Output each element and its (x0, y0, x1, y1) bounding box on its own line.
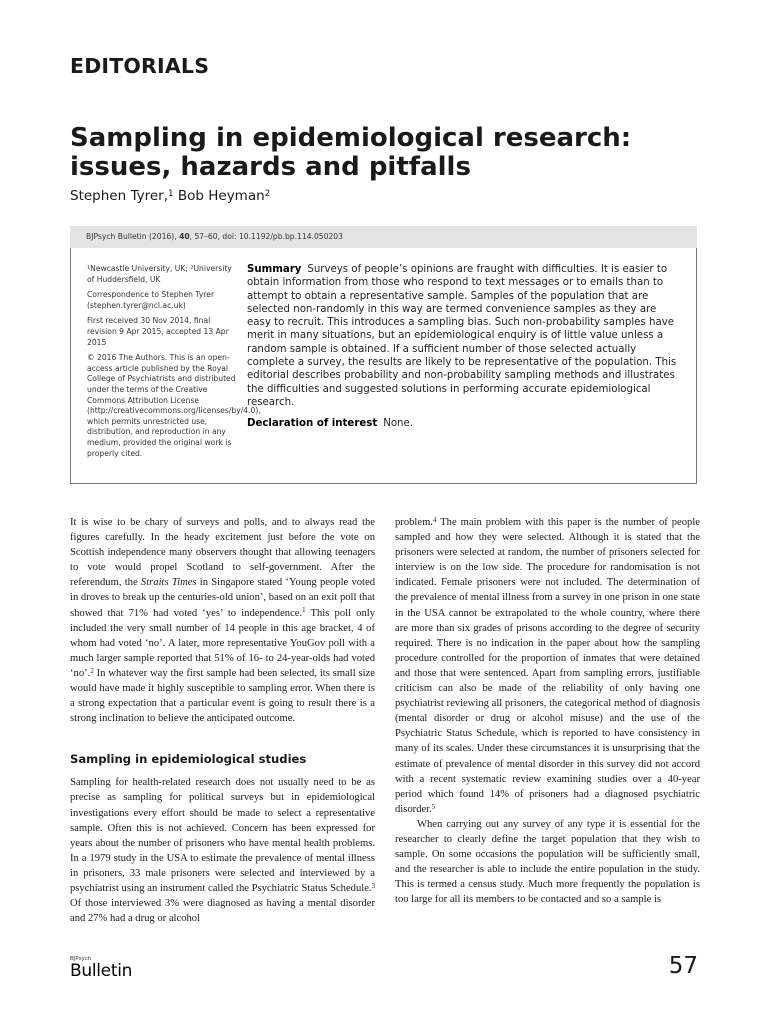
newspaper-name: Straits Times (140, 577, 197, 589)
journal-logo (70, 956, 132, 980)
declaration-text: None. (383, 418, 414, 430)
body-column-right (395, 515, 700, 907)
reference-marker[interactable]: 5 (431, 803, 436, 811)
text-run: The main problem with this paper is the number of people sampled and how they were selected. Although it is stated that the prisoners were selected at random, the number of prisoners selected for interview is on the low side. The procedure for randomisation is not indicated. Female prisoners were not included. The determination of the prevalence of mental illness from a survey in one prison in one state in the USA cannot be extrapolated to the whole country, where there are more than six grades of prisons according to the degree of security required. There is no indication in the paper about how the sampling procedure controlled for the proportion of inmates that were detained and those that were sentenced. Apart from sampling errors, justifiable criticism can also be made of the reliability of only having one psychiatrist reviewing all prisoners, the categorical method of diagnosis (mental disorder or drug or alcohol misuse) and the use of the Psychiatric Status Schedule, which is reported to have consistency in many of its scales. Under these circumstances it is unsurprising that the estimate of prevalence of mental disorder in this survey did not accord with a recent systematic review examining studies over a 40-year period which found 14% of prisoners had a diagnosed psychiatric disorder. (395, 517, 700, 815)
summary-label: Summary (247, 264, 302, 275)
abstract-box (70, 248, 697, 484)
summary-paragraph (247, 263, 683, 409)
affiliation-marker: 2 (190, 264, 194, 271)
body-column-left (70, 515, 375, 926)
text-run: in Singapore stated ‘Young people voted in droves to break up the centuries-old union’, based on an exit poll that showed that 71% had voted ‘yes’ to independence. (70, 577, 375, 619)
reference-marker[interactable]: 3 (371, 882, 375, 890)
author-affiliation-marker: 1 (167, 189, 174, 200)
text-run: It is wise to be chary of surveys and polls, and to always read the figures carefully. In the heady excitement just before the vote on Scottish independence many observers thought that allowing teenagers to vote would propel Scotland to self-government. After the referendum, the (70, 517, 375, 589)
reference-marker[interactable]: 4 (432, 516, 437, 524)
text-run: problem. (395, 517, 433, 528)
body-paragraph (395, 515, 700, 817)
license-notice: © 2016 The Authors. This is an open-access article published by the Royal College of Psychiatrists and distributed under the terms of the Creative Commons Attribution License (http://creativecommons.org/licenses/by/4.0), which permits unrestricted use, distribution, and reproduction in any medium, provided the original work is properly cited. (87, 353, 261, 458)
author-name: Stephen Tyrer, (70, 188, 168, 204)
citation-bar (70, 226, 697, 248)
reference-marker[interactable]: 2 (90, 667, 94, 675)
body-paragraph: When carrying out any survey of any type it is essential for the researcher to clearly define the target population that they wish to sample. On some occasions the population will be sufficiently small, and the researcher is able to include the entire population in the study. This is termed a census study. Much more frequently the population is too large for all its members to be contacted and so a sample is (395, 818, 700, 906)
citation-volume: 40 (179, 232, 190, 241)
declaration-label: Declaration of interest (247, 418, 378, 430)
correspondence: Correspondence to Stephen Tyrer (stephen.tyrer@ncl.ac.uk) (87, 290, 215, 310)
text-run: Sampling for health-related research does not usually need to be as precise as sampling for political surveys but in epidemiological investigations every effort should be made to select a representative sample. Often this is not achieved. Concern has been expressed for years about the number of prisoners who have mental health problems. In a 1979 study in the USA to estimate the prevalence of mental illness in prisoners, 33 male prisoners were selected and interviewed by a psychiatrist using an instrument called the Psychiatric Status Schedule. (70, 777, 375, 894)
article-sidenotes (87, 264, 261, 464)
article-title: Sampling in epidemiological research: issues, hazards and pitfalls (70, 123, 632, 182)
author-name: Bob Heyman (173, 188, 265, 204)
reference-marker[interactable]: 1 (302, 607, 306, 615)
affiliations (87, 264, 241, 285)
affiliation-text: Newcastle University, UK; (90, 264, 191, 273)
page-number: 57 (668, 953, 698, 979)
citation-journal: BJPsych Bulletin (2016), (86, 232, 180, 241)
declaration-of-interest (247, 417, 683, 430)
author-list (70, 188, 270, 204)
received-dates: First received 30 Nov 2014, final revision 9 Apr 2015, accepted 13 Apr 2015 (87, 316, 229, 347)
affiliation-text: University of Huddersfield, UK (87, 264, 232, 284)
affiliation-marker: 1 (87, 264, 91, 271)
text-run: This poll only included the very small number of 14 people in this age bracket, 4 of whom had voted ‘no’. A later, more representative YouGov poll with a much larger sample reported that 51% of 16- to 24-year-olds had voted ‘no’. (70, 607, 375, 679)
body-paragraph (70, 775, 375, 926)
text-run: Of those interviewed 3% were diagnosed as having a mental disorder and 27% had a drug or alcohol (70, 898, 375, 925)
body-paragraph (70, 515, 375, 726)
section-label: EDITORIALS (70, 54, 210, 78)
section-heading: Sampling in epidemiological studies (70, 752, 307, 767)
text-run: In whatever way the first sample had been selected, its small size would have made it highly susceptible to sampling error. When there is a strong expectation that a particular event is going to result there is a strong inclination to believe the anticipated outcome. (70, 667, 375, 725)
summary (247, 263, 683, 431)
summary-text: Surveys of people’s opinions are fraught with difficulties. It is easier to obtain information from those who respond to text messages or to emails than to attempt to obtain a representative sample. Samples of the population that are selected non-randomly in this way are termed convenience samples as they are easy to recruit. This introduces a sampling bias. Such non-probability samples have merit in many situations, but an epidemiological enquiry is of little value unless a random sample is obtained. If a sufficient number of those selected actually complete a survey, the results are likely to be representative of the population. This editorial describes probability and non-probability sampling methods and illustrates the difficulties and suggested solutions in performing accurate epidemiological research. (247, 264, 677, 408)
logo-small-text: BJPsych (70, 956, 92, 962)
citation-pages-doi: , 57–60, doi: 10.1192/pb.bp.114.050203 (189, 232, 343, 241)
logo-main-text: Bulletin (70, 961, 133, 981)
author-affiliation-marker: 2 (264, 189, 271, 200)
